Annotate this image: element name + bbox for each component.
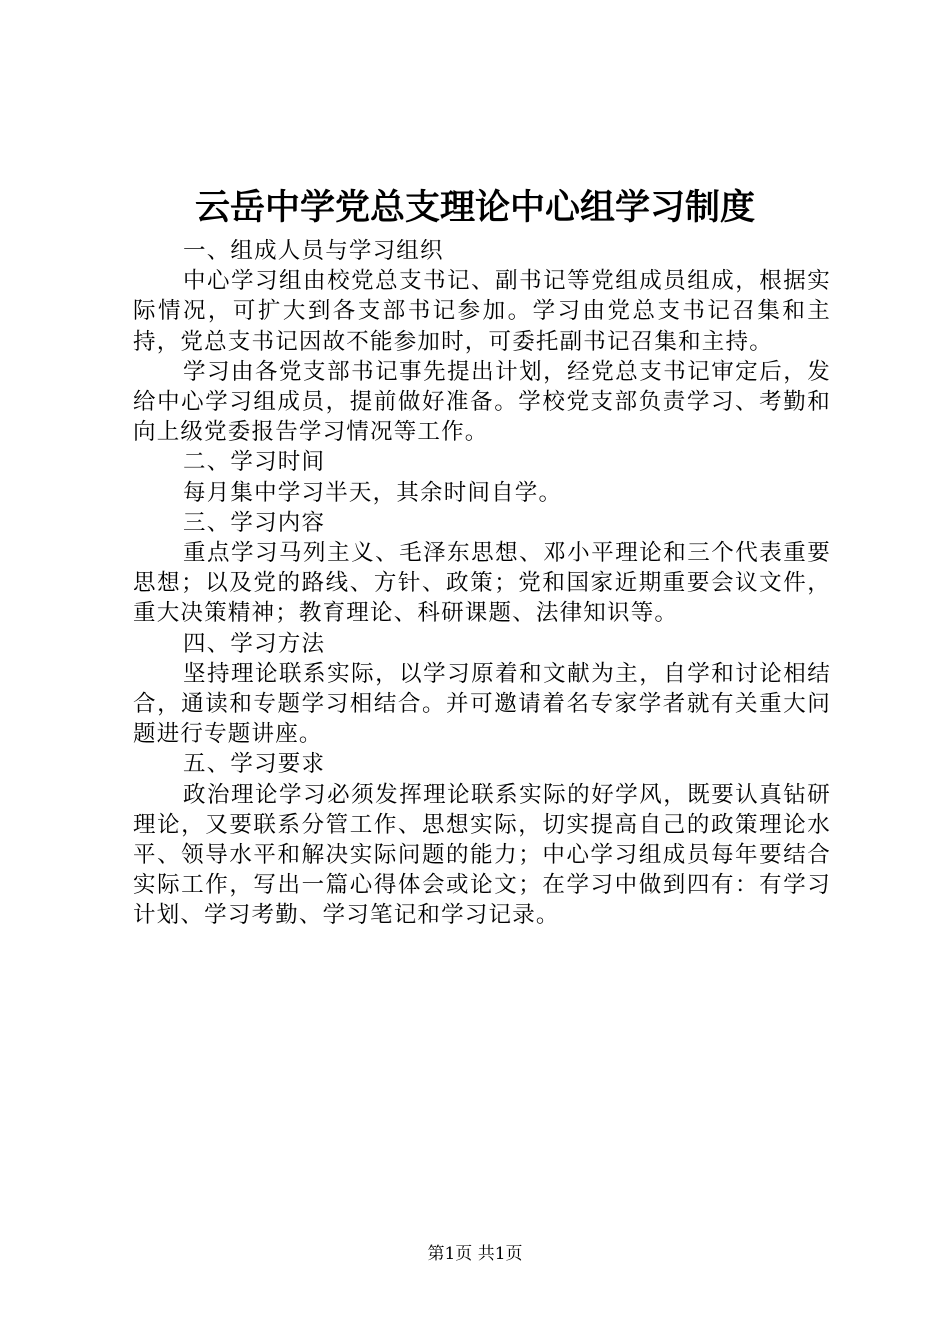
page-footer: 第1页 共1页	[427, 1244, 523, 1264]
section-4	[133, 629, 831, 750]
document-title: 云岳中学党总支理论中心组学习制度	[194, 187, 755, 228]
document-body	[133, 236, 831, 931]
section-paragraph: 重点学习马列主义、毛泽东思想、邓小平理论和三个代表重要思想；以及党的路线、方针、政策；党和国家近期重要会议文件，重大决策精神；教育理论、科研课题、法律知识等。	[133, 540, 831, 627]
section-heading: 三、学习内容	[183, 509, 326, 536]
section-2	[133, 447, 831, 507]
section-paragraph: 每月集中学习半天，其余时间自学。	[183, 479, 563, 506]
section-3	[133, 508, 831, 629]
section-1	[133, 236, 831, 447]
section-paragraph: 政治理论学习必须发挥理论联系实际的好学风，既要认真钻研理论，又要联系分管工作、思想实际，切实提高自己的政策理论水平、领导水平和解决实际问题的能力；中心学习组成员每年要结合实际工作，写出一篇心得体会或论文；在学习中做到四有：有学习计划、学习考勤、学习笔记和学习记录。	[133, 781, 831, 929]
section-paragraph: 中心学习组由校党总支书记、副书记等党组成员组成，根据实际情况，可扩大到各支部书记参加。学习由党总支书记召集和主持，党总支书记因故不能参加时，可委托副书记召集和主持。	[133, 268, 831, 355]
section-paragraph: 学习由各党支部书记事先提出计划，经党总支书记审定后，发给中心学习组成员，提前做好准备。学校党支部负责学习、考勤和向上级党委报告学习情况等工作。	[133, 358, 831, 446]
section-paragraph: 坚持理论联系实际，以学习原着和文献为主，自学和讨论相结合，通读和专题学习相结合。并可邀请着名专家学者就有关重大问题进行专题讲座。	[133, 660, 831, 748]
section-heading: 一、组成人员与学习组织	[183, 238, 444, 264]
section-heading: 五、学习要求	[183, 751, 326, 778]
section-heading: 四、学习方法	[183, 630, 326, 657]
section-heading: 二、学习时间	[183, 449, 326, 476]
section-5	[133, 749, 831, 930]
